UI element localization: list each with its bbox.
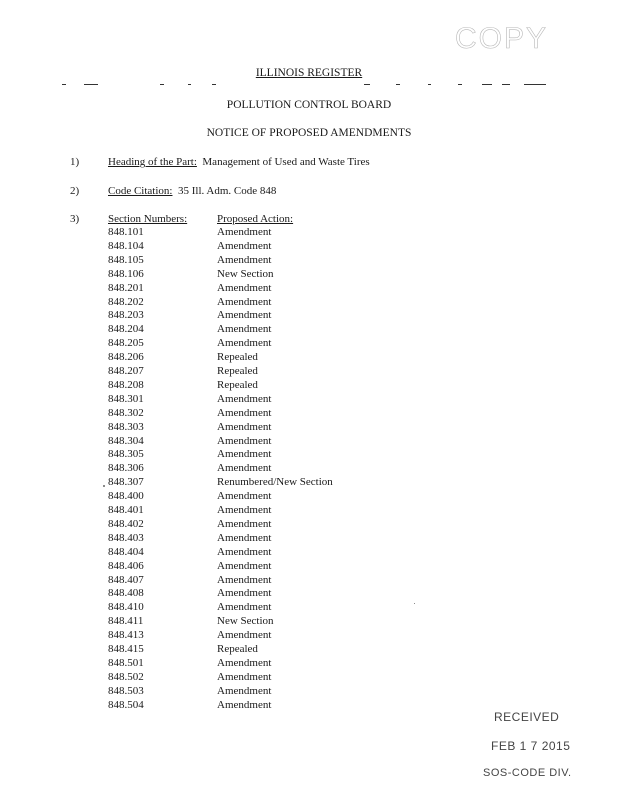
section-row	[0, 309, 618, 323]
proposed-action: Amendment	[217, 601, 272, 614]
section-number: 848.202	[108, 295, 144, 308]
section-row	[0, 282, 618, 296]
section-row	[0, 518, 618, 532]
item-heading-of-part	[108, 156, 370, 168]
proposed-action: Amendment	[217, 573, 272, 586]
section-number: 848.403	[108, 531, 144, 544]
proposed-action: Amendment	[217, 517, 272, 530]
section-number: 848.207	[108, 365, 144, 377]
section-number: 848.413	[108, 629, 144, 642]
section-number: 848.201	[108, 281, 144, 294]
section-row	[0, 379, 618, 393]
proposed-action: Repealed	[217, 365, 258, 377]
item-number: 2)	[70, 185, 80, 197]
proposed-action: Amendment	[217, 490, 272, 503]
register-title	[0, 67, 618, 79]
section-number: 848.408	[108, 587, 144, 600]
section-number: 848.302	[108, 406, 144, 419]
section-number: 848.503	[108, 684, 144, 697]
section-number: 848.106	[108, 267, 144, 280]
section-row	[0, 574, 618, 588]
section-row	[0, 448, 618, 462]
section-number: 848.105	[108, 253, 144, 266]
section-number: 848.502	[108, 670, 144, 683]
proposed-action: Repealed	[217, 378, 258, 391]
register-title-text: ILLINOIS REGISTER	[255, 67, 363, 79]
proposed-action: Amendment	[217, 587, 272, 600]
proposed-action: Amendment	[217, 281, 272, 294]
board-title: POLLUTION CONTROL BOARD	[226, 99, 392, 111]
received-stamp-date: FEB 1 7 2015	[491, 739, 571, 753]
proposed-action: Amendment	[217, 448, 272, 461]
proposed-action: Amendment	[217, 504, 272, 516]
proposed-action: Amendment	[217, 531, 272, 544]
section-number: 848.410	[108, 601, 144, 614]
section-row	[0, 601, 618, 615]
section-row	[0, 268, 618, 282]
item-value: Management of Used and Waste Tires	[202, 156, 370, 168]
section-row	[0, 532, 618, 546]
proposed-action: New Section	[217, 267, 274, 280]
item-label: Heading of the Part:	[108, 156, 197, 168]
proposed-action: Amendment	[217, 629, 272, 642]
proposed-action: Amendment	[217, 406, 272, 419]
scan-speck	[103, 485, 105, 487]
proposed-action: Amendment	[217, 698, 272, 711]
section-number: 848.402	[108, 517, 144, 530]
section-row	[0, 407, 618, 421]
notice-title: NOTICE OF PROPOSED AMENDMENTS	[206, 127, 412, 139]
section-number: 848.407	[108, 573, 144, 586]
section-row	[0, 643, 618, 657]
proposed-action: Renumbered/New Section	[217, 476, 333, 489]
section-number: 848.406	[108, 559, 144, 572]
section-number: 848.104	[108, 239, 144, 252]
section-number: 848.204	[108, 323, 144, 336]
scan-artifact-line	[62, 84, 546, 86]
section-row	[0, 629, 618, 643]
section-row	[0, 657, 618, 671]
section-number: 848.504	[108, 698, 144, 711]
section-number: 848.205	[108, 337, 144, 350]
section-row	[0, 240, 618, 254]
proposed-action: Amendment	[217, 434, 272, 447]
proposed-action: Amendment	[217, 392, 272, 405]
received-stamp-label: RECEIVED	[494, 710, 560, 724]
section-row	[0, 365, 618, 379]
section-row	[0, 323, 618, 337]
section-row	[0, 421, 618, 435]
section-number: 848.401	[108, 504, 144, 516]
section-row	[0, 226, 618, 240]
proposed-action: Amendment	[217, 420, 272, 433]
item-label: Code Citation:	[108, 185, 173, 197]
section-row	[0, 615, 618, 629]
section-row	[0, 462, 618, 476]
item-value: 35 Ill. Adm. Code 848	[177, 185, 277, 197]
section-row	[0, 587, 618, 601]
item-number: 1)	[70, 156, 80, 168]
proposed-action: Amendment	[217, 309, 272, 322]
section-number: 848.101	[108, 226, 144, 238]
section-number: 848.203	[108, 309, 144, 322]
scan-speck	[414, 603, 415, 604]
proposed-action: Amendment	[217, 295, 272, 308]
section-row	[0, 671, 618, 685]
section-row	[0, 490, 618, 504]
section-row	[0, 351, 618, 365]
received-stamp-division: SOS-CODE DIV.	[483, 767, 572, 779]
proposed-action: Amendment	[217, 323, 272, 336]
proposed-action: Amendment	[217, 239, 272, 252]
proposed-action: New Section	[217, 615, 274, 628]
section-number: 848.306	[108, 462, 144, 475]
section-number: 848.400	[108, 490, 144, 503]
proposed-action-header: Proposed Action:	[217, 213, 294, 225]
section-numbers-header: Section Numbers:	[108, 213, 188, 225]
section-row	[0, 337, 618, 351]
proposed-action: Repealed	[217, 351, 258, 364]
section-number: 848.301	[108, 392, 144, 405]
proposed-action: Amendment	[217, 545, 272, 558]
proposed-action: Amendment	[217, 559, 272, 572]
section-row	[0, 685, 618, 699]
section-row	[0, 393, 618, 407]
item-code-citation	[108, 185, 276, 197]
section-row	[0, 560, 618, 574]
section-row	[0, 476, 618, 490]
section-row	[0, 254, 618, 268]
proposed-action: Amendment	[217, 656, 272, 669]
section-row	[0, 546, 618, 560]
section-number: 848.206	[108, 351, 144, 364]
proposed-action: Repealed	[217, 643, 258, 655]
section-row	[0, 296, 618, 310]
copy-stamp: COPY	[455, 22, 549, 55]
section-row	[0, 504, 618, 518]
proposed-action: Amendment	[217, 226, 272, 238]
proposed-action: Amendment	[217, 462, 272, 475]
section-number: 848.208	[108, 378, 144, 391]
section-number: 848.307	[108, 476, 144, 489]
item-number: 3)	[70, 213, 80, 225]
section-number: 848.305	[108, 448, 144, 461]
section-number: 848.304	[108, 434, 144, 447]
section-row	[0, 435, 618, 449]
proposed-action: Amendment	[217, 670, 272, 683]
proposed-action: Amendment	[217, 253, 272, 266]
section-number: 848.415	[108, 643, 144, 655]
section-number: 848.303	[108, 420, 144, 433]
section-number: 848.501	[108, 656, 144, 669]
proposed-action: Amendment	[217, 337, 272, 350]
section-number: 848.411	[108, 615, 144, 628]
section-number: 848.404	[108, 545, 144, 558]
proposed-action: Amendment	[217, 684, 272, 697]
